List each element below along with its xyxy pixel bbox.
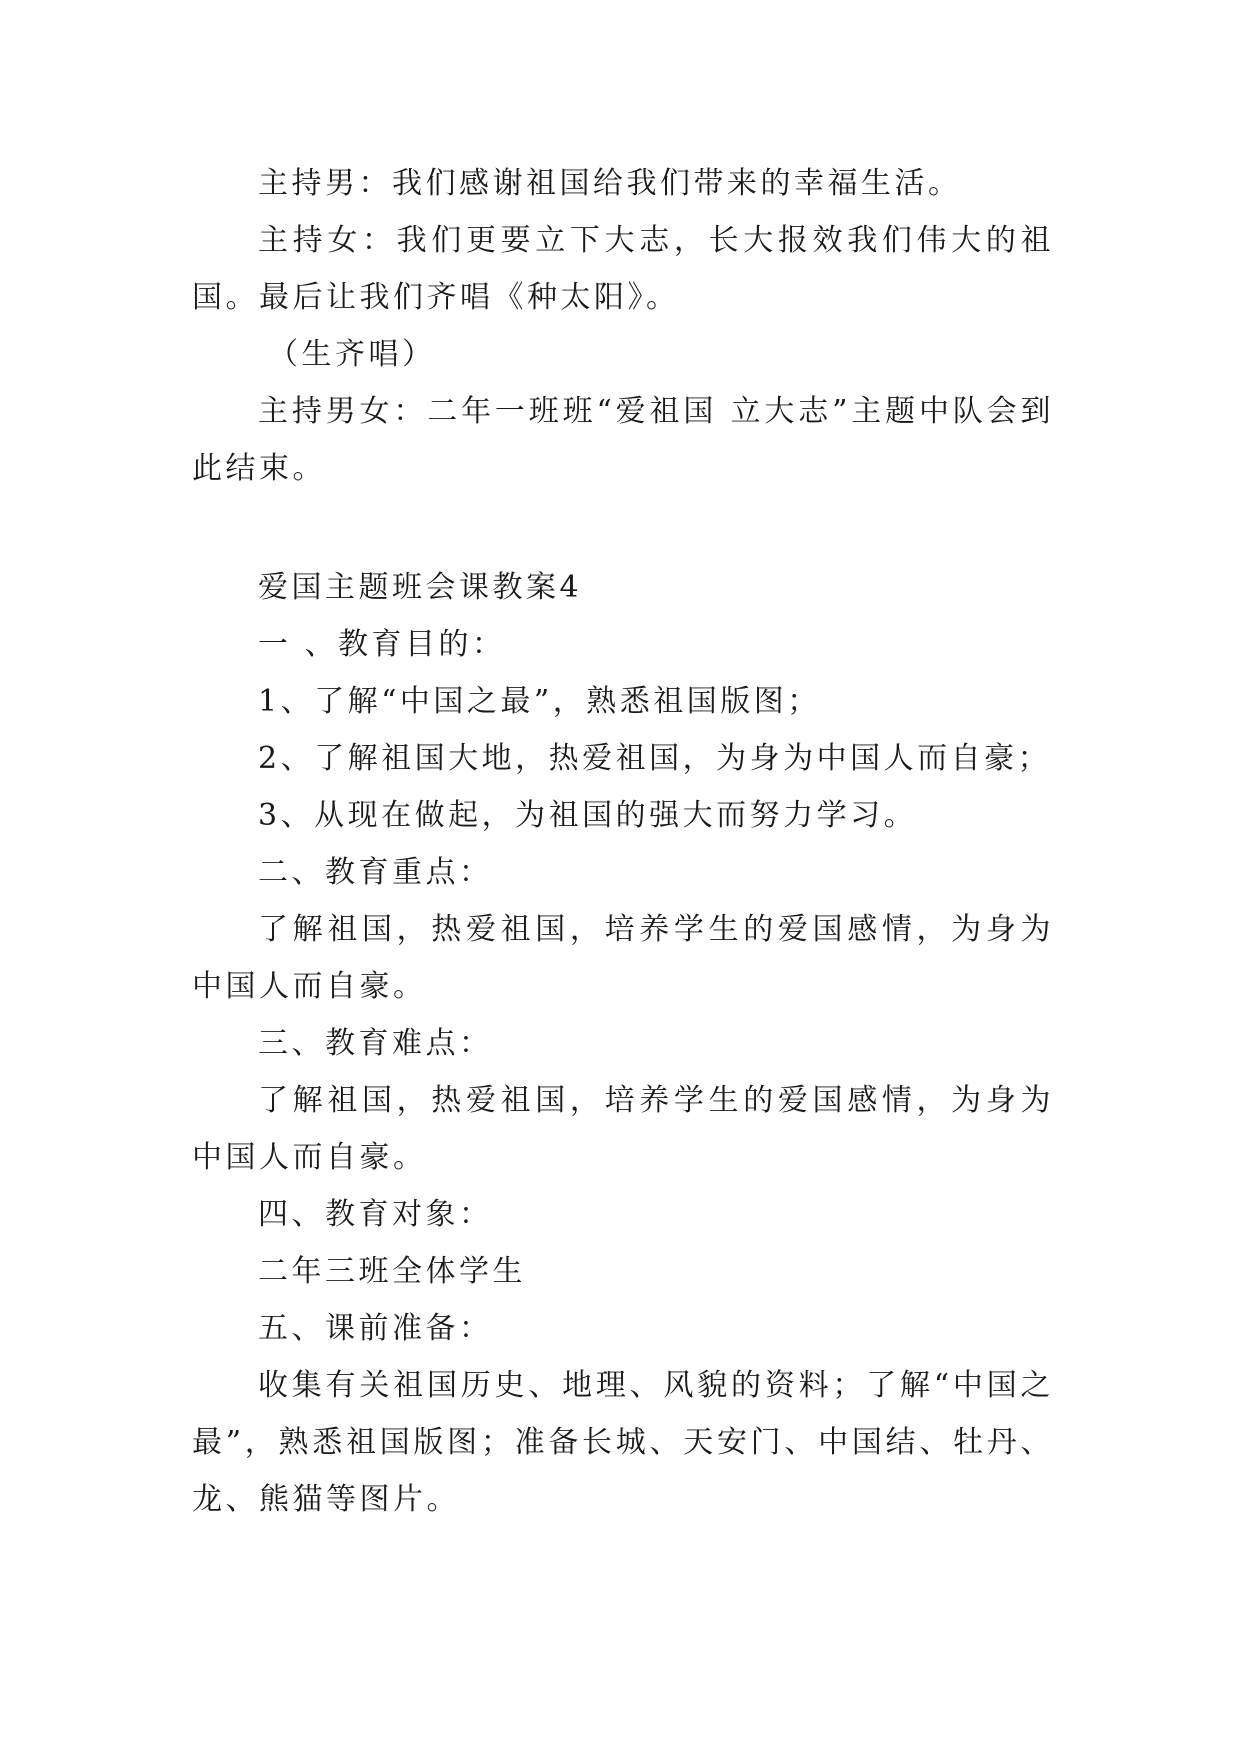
closing-line: 主持男女：二年一班班“爱祖国 立大志”主题中队会到此结束。 [192,394,1054,486]
preparation-text: 收集有关祖国历史、地理、风貌的资料；了解“中国之最”，熟悉祖国版图；准备长城、天安门、中国结、牡丹、龙、熊猫等图片。 [192,1368,1054,1517]
focus-text: 了解祖国，热爱祖国，培养学生的爱国感情，为身为中国人而自豪。 [192,912,1054,1004]
host-female-line: 主持女：我们更要立下大志，长大报效我们伟大的祖国。最后让我们齐唱《种太阳》。 [192,223,1054,315]
document-body [192,155,1054,1528]
section-gap [192,497,1054,559]
audience-text: 二年三班全体学生 [258,1254,526,1289]
goal-item-1: 1、了解“中国之最”，熟悉祖国版图； [258,684,821,719]
goal-item-3: 3、从现在做起，为祖国的强大而努力学习。 [258,798,918,833]
section-title: 爱国主题班会课教案4 [258,570,583,605]
stage-direction: （生齐唱） [268,337,436,372]
focus-heading: 二、教育重点： [258,855,493,890]
host-male-line: 主持男：我们感谢祖国给我们带来的幸福生活。 [258,166,962,201]
difficulty-text: 了解祖国，热爱祖国，培养学生的爱国感情，为身为中国人而自豪。 [192,1083,1054,1175]
difficulty-heading: 三、教育难点： [258,1026,493,1061]
preparation-heading: 五、课前准备： [258,1311,493,1346]
audience-heading: 四、教育对象： [258,1197,493,1232]
goal-heading: 一 、教育目的： [258,627,506,662]
goal-item-2: 2、了解祖国大地，热爱祖国，为身为中国人而自豪； [258,741,1052,776]
